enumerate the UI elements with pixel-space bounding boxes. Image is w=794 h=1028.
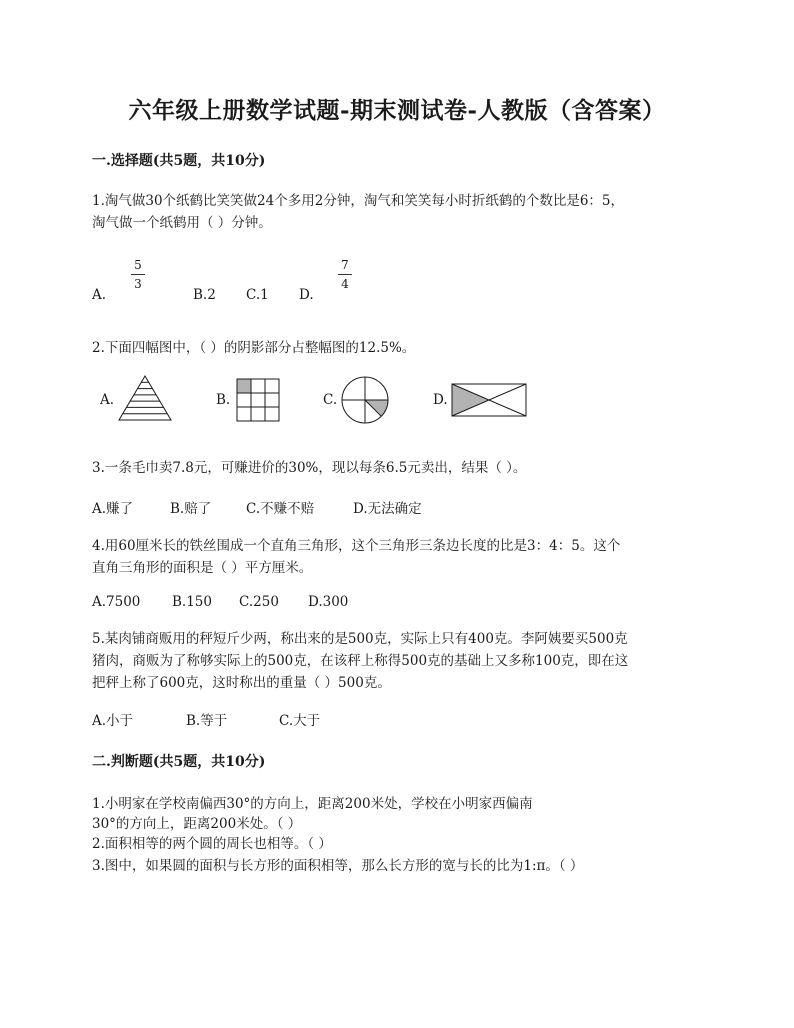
- q4-option-b: B.150: [172, 594, 212, 610]
- q5-option-a: A.小于: [92, 713, 134, 729]
- q1-option-c: C.1: [246, 287, 269, 303]
- q4-option-d: D.300: [308, 594, 349, 610]
- judge-q1-line2: 30°的方向上，距离200米处。（ ）: [92, 816, 302, 832]
- rectangle-diagonals-figure: [451, 383, 527, 417]
- fraction-bar: [338, 274, 352, 275]
- fraction-denominator: 4: [341, 277, 349, 291]
- section1-heading: 一.选择题(共5题，共10分): [92, 153, 266, 169]
- q5-line1: 5.某肉铺商贩用的秤短斤少两，称出来的是500克，实际上只有400克。李阿姨要买500克: [92, 631, 628, 647]
- q3-option-b: B.赔了: [170, 501, 212, 517]
- q2-option-d-label: D.: [433, 392, 448, 408]
- q1-line2: 淘气做一个纸鹤用（ ）分钟。: [92, 215, 272, 231]
- page-title: 六年级上册数学试题-期末测试卷-人教版（含答案）: [128, 97, 666, 124]
- q2-option-c-label: C.: [323, 392, 338, 408]
- q5-line2: 猪肉，商贩为了称够实际上的500克，在该秤上称得500克的基础上又多称100克，即在这: [92, 653, 629, 669]
- q2-option-a-label: A.: [100, 392, 115, 408]
- fraction-numerator: 7: [341, 258, 349, 272]
- q1-option-b: B.2: [193, 287, 216, 303]
- fraction-denominator: 3: [134, 277, 142, 291]
- q1-option-d-fraction: [338, 258, 352, 291]
- q1-line1: 1.淘气做30个纸鹤比笑笑做24个多用2分钟，淘气和笑笑每小时折纸鹤的个数比是6：5，: [92, 193, 625, 209]
- q3-text: 3.一条毛巾卖7.8元，可赚进价的30%，现以每条6.5元卖出，结果（ ）。: [92, 460, 527, 476]
- judge-q3: 3.图中，如果圆的面积与长方形的面积相等，那么长方形的宽与长的比为1:π。（ ）: [92, 858, 584, 874]
- striped-triangle-figure: [118, 375, 172, 421]
- section2-heading: 二.判断题(共5题，共10分): [92, 754, 266, 770]
- fraction-bar: [131, 274, 145, 275]
- q4-line1: 4.用60厘米长的铁丝围成一个直角三角形，这个三角形三条边长度的比是3：4：5。这个: [92, 538, 621, 554]
- q5-option-c: C.大于: [279, 713, 321, 729]
- q3-option-d: D.无法确定: [353, 501, 422, 517]
- q2-option-b-label: B.: [216, 392, 231, 408]
- q5-line3: 把秤上称了600克，这时称出的重量（ ）500克。: [92, 675, 391, 691]
- q2-text: 2.下面四幅图中，（ ）的阴影部分占整幅图的12.5%。: [92, 340, 416, 356]
- judge-q1-line1: 1.小明家在学校南偏西30°的方向上，距离200米处，学校在小明家西偏南: [92, 796, 533, 812]
- q1-option-a-label: A.: [92, 287, 107, 303]
- grid-square-figure: [236, 378, 280, 422]
- q4-option-c: C.250: [239, 594, 279, 610]
- q3-option-c: C.不赚不赔: [246, 501, 315, 517]
- q1-option-d-label: D.: [299, 287, 314, 303]
- fraction-numerator: 5: [134, 258, 142, 272]
- judge-q2: 2.面积相等的两个圆的周长也相等。（ ）: [92, 836, 332, 852]
- circle-sector-figure: [340, 375, 390, 425]
- q5-option-b: B.等于: [186, 713, 228, 729]
- q4-option-a: A.7500: [92, 594, 141, 610]
- q3-option-a: A.赚了: [92, 501, 134, 517]
- q4-line2: 直角三角形的面积是（ ）平方厘米。: [92, 560, 313, 576]
- q1-option-a-fraction: [131, 258, 145, 291]
